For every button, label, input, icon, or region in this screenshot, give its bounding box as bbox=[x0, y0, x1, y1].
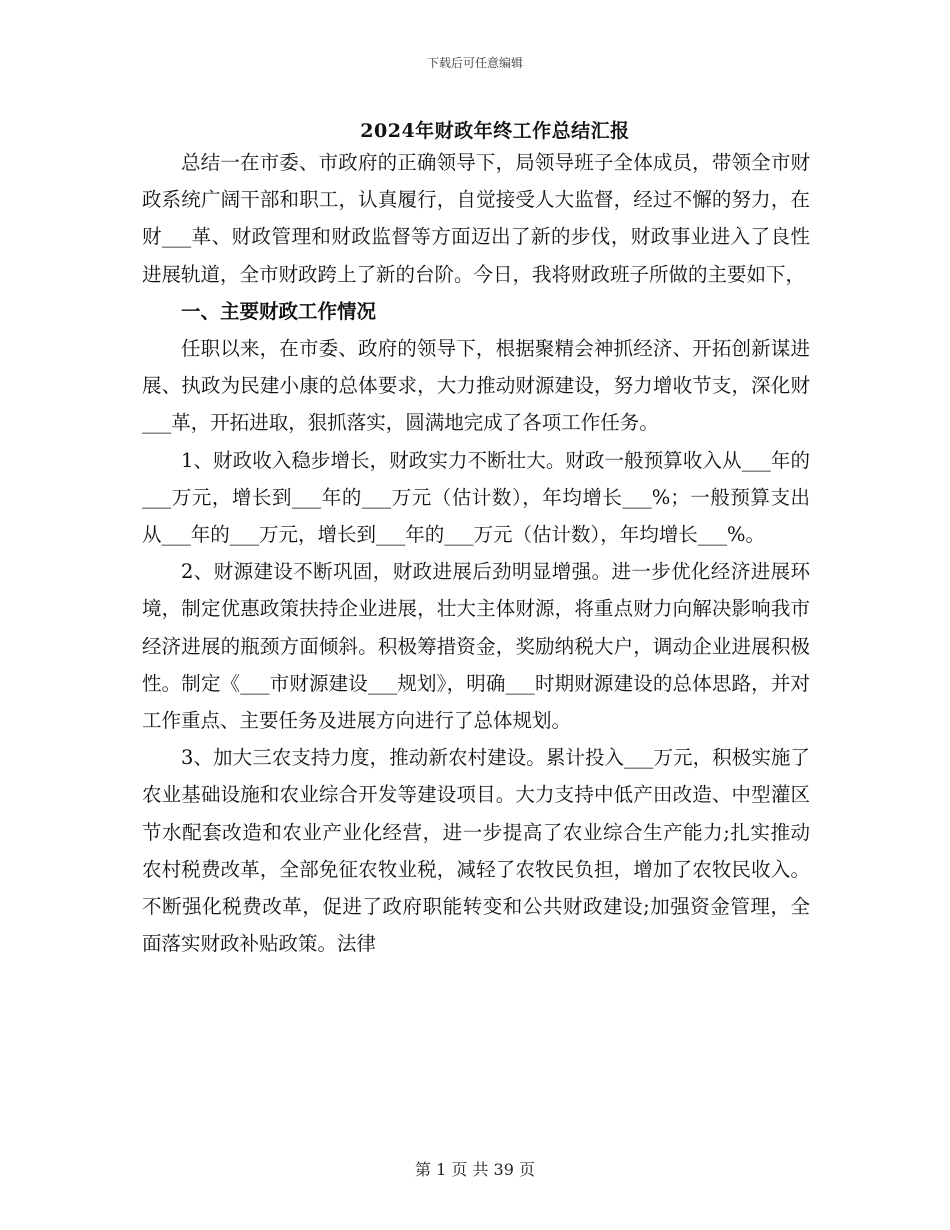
body-paragraph: 1、财政收入稳步增长，财政实力不断壮大。财政一般预算收入从___年的___万元，增长到___年的___万元（估计数），年均增长___%；一般预算支出从___年的___万元，增长到___年的___万元（估计数），年均增长___%。 bbox=[142, 448, 810, 547]
body-paragraph: 3、加大三农支持力度，推动新农村建设。累计投入___万元，积极实施了农业基础设施和农业综合开发等建设项目。大力支持中低产田改造、中型灌区节水配套改造和农业产业化经营，进一步提高了农业综合生产能力;扎实推动农村税费改革，全部免征农牧业税，减轻了农牧民负担，增加了农牧民收入。不断强化税费改革，促进了政府职能转变和公共财政建设;加强资金管理，全面落实财政补贴政策。法律 bbox=[142, 746, 810, 956]
intro-paragraph: 总结一在市委、市政府的正确领导下，局领导班子全体成员，带领全市财政系统广阔干部和职工，认真履行，自觉接受人大监督，经过不懈的努力，在财___革、财政管理和财政监督等方面迈出了新的步伐，财政事业进入了良性进展轨道，全市财政跨上了新的台阶。今日，我将财政班子所做的主要如下， bbox=[142, 151, 810, 286]
document-body bbox=[142, 144, 810, 962]
document-title: 2024年财政年终工作总结汇报 bbox=[360, 120, 630, 142]
body-paragraph: 2、财源建设不断巩固，财政进展后劲明显增强。进一步优化经济进展环境，制定优惠政策扶持企业进展，壮大主体财源，将重点财力向解决影响我市经济进展的瓶颈方面倾斜。积极筹措资金，奖励纳税大户，调动企业进展积极性。制定《___市财源建设___规划》，明确___时期财源建设的总体思路，并对工作重点、主要任务及进展方向进行了总体规划。 bbox=[142, 560, 810, 733]
page-header-note: 下载后可任意编辑 bbox=[426, 56, 523, 70]
section-heading: 一、主要财政工作情况 bbox=[181, 299, 377, 323]
body-paragraph: 任职以来，在市委、政府的领导下，根据聚精会神抓经济、开拓创新谋进展、执政为民建小康的总体要求，大力推动财源建设，努力增收节支，深化财___革，开拓进取，狠抓落实，圆满地完成了各项工作任务。 bbox=[142, 337, 810, 435]
page-number: 第 1 页 共 39 页 bbox=[415, 1160, 535, 1179]
